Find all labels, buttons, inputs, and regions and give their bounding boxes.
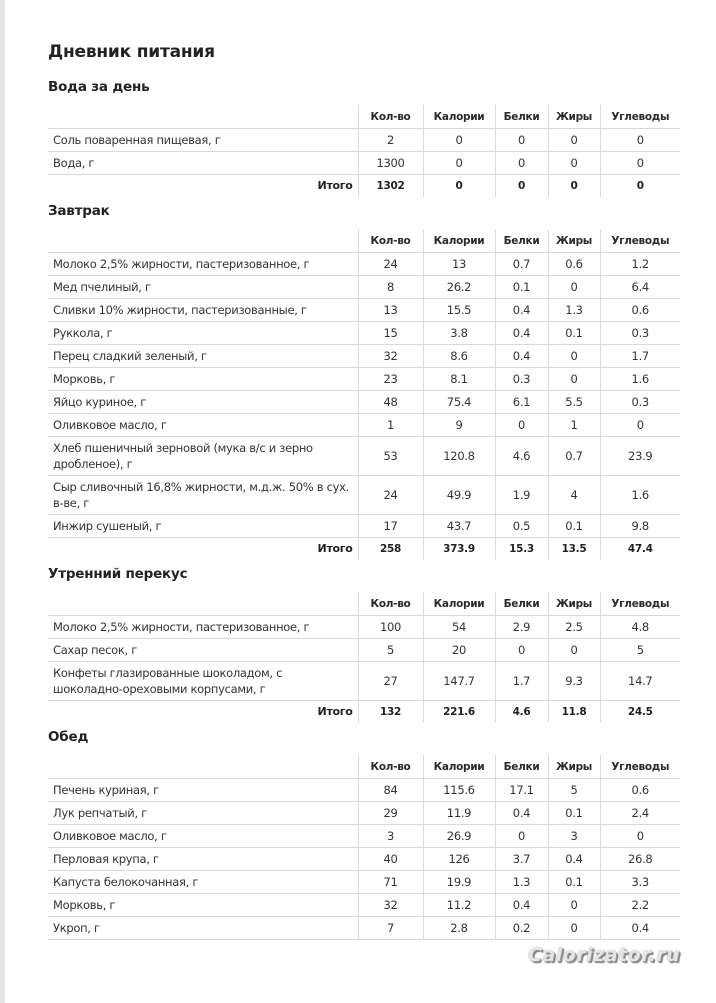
section-title: Вода за день	[48, 79, 150, 95]
cell-protein: 0.4	[495, 322, 548, 345]
total-protein: 4.6	[495, 701, 548, 724]
total-calories: 0	[423, 175, 495, 198]
food-name: Морковь, г	[48, 894, 358, 917]
food-name: Оливковое масло, г	[48, 414, 358, 437]
total-label: Итого	[317, 705, 353, 718]
nutrition-table	[48, 755, 680, 940]
total-calories: 373.9	[423, 538, 495, 561]
cell-quantity: 3	[358, 825, 423, 848]
cell-quantity: 40	[358, 848, 423, 871]
header-calories: Калории	[423, 755, 495, 779]
cell-calories: 54	[423, 616, 495, 639]
cell-quantity: 24	[358, 253, 423, 276]
cell-carbs: 4.8	[600, 616, 680, 639]
table-row	[48, 515, 680, 538]
cell-quantity: 1	[358, 414, 423, 437]
cell-carbs: 5	[600, 639, 680, 662]
total-protein: 15.3	[495, 538, 548, 561]
cell-protein: 17.1	[495, 779, 548, 802]
table-row	[48, 825, 680, 848]
table-header-row	[48, 105, 680, 129]
cell-calories: 20	[423, 639, 495, 662]
cell-protein: 1.7	[495, 662, 548, 701]
cell-protein: 6.1	[495, 391, 548, 414]
cell-calories: 26.2	[423, 276, 495, 299]
cell-protein: 0.1	[495, 276, 548, 299]
cell-protein: 0.3	[495, 368, 548, 391]
meal-sections	[48, 77, 688, 940]
total-row	[48, 175, 680, 198]
header-name-blank	[48, 755, 358, 779]
table-header-row	[48, 229, 680, 253]
food-name: Укроп, г	[48, 917, 358, 940]
section-title: Завтрак	[48, 203, 110, 219]
cell-calories: 26.9	[423, 825, 495, 848]
cell-fat: 1.3	[548, 299, 600, 322]
cell-carbs: 6.4	[600, 276, 680, 299]
cell-calories: 11.2	[423, 894, 495, 917]
cell-calories: 43.7	[423, 515, 495, 538]
food-name: Печень куриная, г	[48, 779, 358, 802]
table-row	[48, 152, 680, 175]
table-row	[48, 894, 680, 917]
cell-carbs: 0.4	[600, 917, 680, 940]
header-name-blank	[48, 105, 358, 129]
cell-protein: 0.4	[495, 894, 548, 917]
cell-protein: 2.9	[495, 616, 548, 639]
meal-section	[48, 727, 688, 940]
watermark: Calorizator.ru	[527, 944, 680, 966]
cell-fat: 4	[548, 476, 600, 515]
food-name: Сахар песок, г	[48, 639, 358, 662]
table-row	[48, 848, 680, 871]
cell-quantity: 53	[358, 437, 423, 476]
cell-fat: 0.1	[548, 515, 600, 538]
cell-protein: 0.4	[495, 345, 548, 368]
section-title: Обед	[48, 729, 89, 745]
header-quantity: Кол-во	[358, 592, 423, 616]
cell-quantity: 17	[358, 515, 423, 538]
cell-quantity: 13	[358, 299, 423, 322]
cell-protein: 0	[495, 129, 548, 152]
table-row	[48, 476, 680, 515]
cell-carbs: 1.6	[600, 368, 680, 391]
cell-calories: 49.9	[423, 476, 495, 515]
header-quantity: Кол-во	[358, 229, 423, 253]
total-row	[48, 701, 680, 724]
cell-carbs: 14.7	[600, 662, 680, 701]
table-row	[48, 779, 680, 802]
table-row	[48, 802, 680, 825]
cell-quantity: 27	[358, 662, 423, 701]
table-row	[48, 368, 680, 391]
food-name: Молоко 2,5% жирности, пастеризованное, г	[48, 616, 358, 639]
header-protein: Белки	[495, 105, 548, 129]
header-quantity: Кол-во	[358, 755, 423, 779]
cell-protein: 0	[495, 414, 548, 437]
table-row	[48, 917, 680, 940]
nutrition-table	[48, 105, 680, 197]
cell-calories: 3.8	[423, 322, 495, 345]
total-fat: 11.8	[548, 701, 600, 724]
cell-quantity: 7	[358, 917, 423, 940]
table-row	[48, 299, 680, 322]
table-row	[48, 414, 680, 437]
total-carbs: 0	[600, 175, 680, 198]
cell-carbs: 26.8	[600, 848, 680, 871]
table-header-row	[48, 755, 680, 779]
cell-fat: 0	[548, 345, 600, 368]
food-name: Сливки 10% жирности, пастеризованные, г	[48, 299, 358, 322]
food-diary-page	[48, 0, 688, 978]
header-fat: Жиры	[548, 755, 600, 779]
cell-quantity: 8	[358, 276, 423, 299]
cell-fat: 5.5	[548, 391, 600, 414]
table-row	[48, 276, 680, 299]
table-row	[48, 129, 680, 152]
header-calories: Калории	[423, 105, 495, 129]
cell-fat: 0	[548, 276, 600, 299]
header-name-blank	[48, 592, 358, 616]
cell-carbs: 0.6	[600, 299, 680, 322]
header-carbs: Углеводы	[600, 229, 680, 253]
cell-fat: 0	[548, 894, 600, 917]
cell-calories: 0	[423, 152, 495, 175]
cell-calories: 19.9	[423, 871, 495, 894]
cell-calories: 75.4	[423, 391, 495, 414]
header-carbs: Углеводы	[600, 592, 680, 616]
food-name: Конфеты глазированные шоколадом, с шоколадно-ореховыми корпусами, г	[48, 662, 358, 701]
cell-fat: 0.7	[548, 437, 600, 476]
total-label: Итого	[317, 179, 353, 192]
cell-protein: 0	[495, 825, 548, 848]
food-name: Лук репчатый, г	[48, 802, 358, 825]
food-name: Перец сладкий зеленый, г	[48, 345, 358, 368]
cell-calories: 2.8	[423, 917, 495, 940]
table-row	[48, 391, 680, 414]
cell-carbs: 0	[600, 152, 680, 175]
cell-protein: 0.4	[495, 802, 548, 825]
total-quantity: 132	[358, 701, 423, 724]
cell-protein: 3.7	[495, 848, 548, 871]
cell-carbs: 1.7	[600, 345, 680, 368]
cell-calories: 8.1	[423, 368, 495, 391]
cell-protein: 0	[495, 152, 548, 175]
cell-quantity: 71	[358, 871, 423, 894]
cell-fat: 0.4	[548, 848, 600, 871]
cell-quantity: 29	[358, 802, 423, 825]
table-row	[48, 662, 680, 701]
table-row	[48, 345, 680, 368]
food-name: Молоко 2,5% жирности, пастеризованное, г	[48, 253, 358, 276]
header-fat: Жиры	[548, 105, 600, 129]
cell-carbs: 0	[600, 825, 680, 848]
cell-fat: 0	[548, 639, 600, 662]
header-fat: Жиры	[548, 229, 600, 253]
cell-carbs: 23.9	[600, 437, 680, 476]
cell-fat: 0	[548, 152, 600, 175]
cell-calories: 13	[423, 253, 495, 276]
cell-fat: 5	[548, 779, 600, 802]
cell-protein: 1.3	[495, 871, 548, 894]
cell-quantity: 48	[358, 391, 423, 414]
cell-quantity: 24	[358, 476, 423, 515]
cell-quantity: 32	[358, 894, 423, 917]
cell-carbs: 0	[600, 414, 680, 437]
cell-fat: 2.5	[548, 616, 600, 639]
header-protein: Белки	[495, 755, 548, 779]
cell-fat: 0	[548, 129, 600, 152]
header-fat: Жиры	[548, 592, 600, 616]
cell-fat: 0.1	[548, 322, 600, 345]
total-carbs: 24.5	[600, 701, 680, 724]
cell-carbs: 0.3	[600, 322, 680, 345]
food-name: Вода, г	[48, 152, 358, 175]
cell-protein: 0.7	[495, 253, 548, 276]
cell-fat: 1	[548, 414, 600, 437]
cell-protein: 0	[495, 639, 548, 662]
nutrition-table	[48, 592, 680, 723]
cell-carbs: 0	[600, 129, 680, 152]
cell-protein: 0.5	[495, 515, 548, 538]
cell-fat: 3	[548, 825, 600, 848]
cell-protein: 0.4	[495, 299, 548, 322]
cell-quantity: 2	[358, 129, 423, 152]
cell-quantity: 100	[358, 616, 423, 639]
cell-calories: 9	[423, 414, 495, 437]
watermark-container	[48, 944, 680, 966]
header-carbs: Углеводы	[600, 755, 680, 779]
food-name: Капуста белокочанная, г	[48, 871, 358, 894]
cell-quantity: 23	[358, 368, 423, 391]
cell-calories: 15.5	[423, 299, 495, 322]
cell-quantity: 32	[358, 345, 423, 368]
cell-protein: 1.9	[495, 476, 548, 515]
table-row	[48, 871, 680, 894]
header-calories: Калории	[423, 592, 495, 616]
total-quantity: 258	[358, 538, 423, 561]
page-left-edge	[0, 0, 5, 1003]
food-name: Перловая крупа, г	[48, 848, 358, 871]
cell-carbs: 9.8	[600, 515, 680, 538]
cell-carbs: 2.4	[600, 802, 680, 825]
header-name-blank	[48, 229, 358, 253]
total-fat: 13.5	[548, 538, 600, 561]
section-title: Утренний перекус	[48, 566, 188, 582]
cell-fat: 0	[548, 917, 600, 940]
cell-calories: 120.8	[423, 437, 495, 476]
header-quantity: Кол-во	[358, 105, 423, 129]
cell-calories: 0	[423, 129, 495, 152]
cell-quantity: 5	[358, 639, 423, 662]
cell-quantity: 1300	[358, 152, 423, 175]
total-label: Итого	[317, 542, 353, 555]
total-calories: 221.6	[423, 701, 495, 724]
cell-protein: 4.6	[495, 437, 548, 476]
header-protein: Белки	[495, 592, 548, 616]
food-name: Сыр сливочный 16,8% жирности, м.д.ж. 50% в сух. в-ве, г	[48, 476, 358, 515]
table-row	[48, 253, 680, 276]
cell-fat: 0.1	[548, 802, 600, 825]
page-title: Дневник питания	[48, 42, 215, 62]
header-calories: Калории	[423, 229, 495, 253]
table-row	[48, 437, 680, 476]
food-name: Яйцо куриное, г	[48, 391, 358, 414]
total-fat: 0	[548, 175, 600, 198]
food-name: Соль поваренная пищевая, г	[48, 129, 358, 152]
header-carbs: Углеводы	[600, 105, 680, 129]
food-name: Руккола, г	[48, 322, 358, 345]
food-name: Хлеб пшеничный зерновой (мука в/с и зерно дробленое), г	[48, 437, 358, 476]
cell-carbs: 3.3	[600, 871, 680, 894]
table-header-row	[48, 592, 680, 616]
total-quantity: 1302	[358, 175, 423, 198]
total-carbs: 47.4	[600, 538, 680, 561]
table-row	[48, 322, 680, 345]
header-protein: Белки	[495, 229, 548, 253]
cell-carbs: 1.6	[600, 476, 680, 515]
cell-fat: 0	[548, 368, 600, 391]
food-name: Инжир сушеный, г	[48, 515, 358, 538]
cell-fat: 0.6	[548, 253, 600, 276]
food-name: Морковь, г	[48, 368, 358, 391]
cell-protein: 0.2	[495, 917, 548, 940]
nutrition-table	[48, 229, 680, 560]
cell-fat: 0.1	[548, 871, 600, 894]
cell-quantity: 84	[358, 779, 423, 802]
cell-calories: 8.6	[423, 345, 495, 368]
cell-carbs: 0.6	[600, 779, 680, 802]
food-name: Оливковое масло, г	[48, 825, 358, 848]
total-row	[48, 538, 680, 561]
cell-calories: 126	[423, 848, 495, 871]
cell-carbs: 1.2	[600, 253, 680, 276]
meal-section	[48, 77, 688, 197]
cell-carbs: 0.3	[600, 391, 680, 414]
meal-section	[48, 564, 688, 723]
table-row	[48, 639, 680, 662]
food-name: Мед пчелиный, г	[48, 276, 358, 299]
table-row	[48, 616, 680, 639]
cell-quantity: 15	[358, 322, 423, 345]
cell-calories: 147.7	[423, 662, 495, 701]
cell-fat: 9.3	[548, 662, 600, 701]
total-protein: 0	[495, 175, 548, 198]
meal-section	[48, 201, 688, 560]
cell-calories: 115.6	[423, 779, 495, 802]
cell-calories: 11.9	[423, 802, 495, 825]
cell-carbs: 2.2	[600, 894, 680, 917]
